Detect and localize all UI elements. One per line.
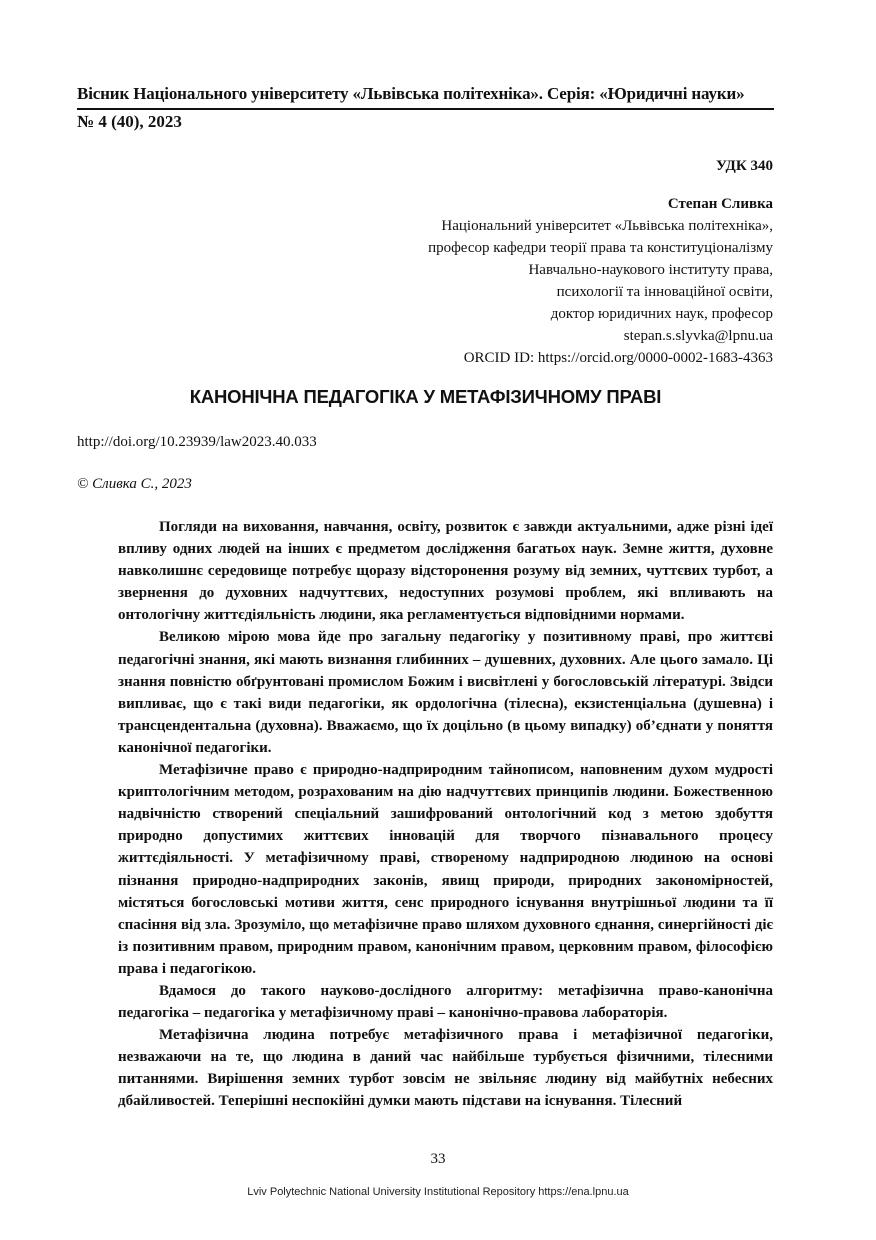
- author-email[interactable]: stepan.s.slyvka@lpnu.ua: [623, 328, 773, 344]
- author-affiliation-line: професор кафедри теорії права та конституціоналізму: [428, 240, 773, 256]
- page-number: 33: [430, 1151, 446, 1167]
- udk-code: УДК 340: [716, 158, 773, 174]
- abstract-paragraph: Вдамося до такого науково-дослідного алгоритму: метафізична право-канонічна педагогіка – педагогіка у метафізичному праві – канонічно-правова лабораторія.: [118, 982, 773, 1022]
- abstract-paragraph: Метафізична людина потребує метафізичного права і метафізичної педагогіки, незважаючи на те, що людина в даний час найбільше турбується фізичними, тілесними питаннями. Вирішення земних турбот зовсім не звільняє людину від майбутніх небесних дбайливостей. Теперішні неспокійні думки мають підстави на існування. Тілесний: [118, 1027, 773, 1110]
- abstract-paragraph: Метафізичне право є природно-надприродним тайнописом, наповненим духом мудрості криптологічним методом, розрахованим на дію надчуттєвих принципів людини. Божественною надвічністю створений спеціальний зашифрований онтологічний код з метою здобуття природно допустимих життєвих інновацій для творчого пізнавального процесу життєдіяльності. У метафізичному праві, створеному надприродною людиною на основі пізнання природно-надприродних законів, явищ природи, природних закономірностей, містяться богословські мотиви життя, сенс природного існування внутрішньої людини та її спасіння від зла. Зрозуміло, що метафізичне право шляхом духовного єднання, синергійності діє із позитивним правом, природним правом, канонічним правом, церковним правом, філософією права і педагогікою.: [118, 762, 773, 977]
- article-title: КАНОНІЧНА ПЕДАГОГІКА У МЕТАФІЗИЧНОМУ ПРАВІ: [189, 386, 662, 407]
- repository-footer: Lviv Polytechnic National University Institutional Repository https://ena.lpnu.ua: [247, 1186, 629, 1198]
- author-affiliation-line: психології та інноваційної освіти,: [556, 284, 773, 300]
- author-orcid[interactable]: ORCID ID: https://orcid.org/0000-0002-1683-4363: [463, 350, 773, 366]
- author-name: Степан Сливка: [667, 196, 773, 212]
- author-affiliation-line: Національний університет «Львівська політехніка»,: [441, 218, 773, 234]
- author-affiliation-line: Навчально-наукового інституту права,: [528, 262, 773, 278]
- abstract-paragraph: Погляди на виховання, навчання, освіту, розвиток є завжди актуальними, адже різні ідеї впливу одних людей на інших є предметом дослідження багатьох наук. Земне життя, духовне навколишнє середовище потребує щоразу відсторонення розуму від земних, чуттєвих турбот, а звернення до духовних надчуттєвих, недоступних розумові проблем, які впливають на онтологічну життєдіяльність людини, яка регламентується відповідними нормами.: [118, 519, 773, 624]
- author-degree: доктор юридичних наук, професор: [550, 306, 773, 322]
- issue-number: № 4 (40), 2023: [77, 112, 182, 131]
- copyright-line: © Сливка С., 2023: [77, 476, 192, 492]
- doi-link[interactable]: http://doi.org/10.23939/law2023.40.033: [77, 434, 317, 450]
- journal-header: Вісник Національного університету «Львівська політехніка». Серія: «Юридичні науки»: [77, 84, 745, 103]
- header-rule: [77, 108, 774, 110]
- abstract-paragraph: Великою мірою мова йде про загальну педагогіку у позитивному праві, про життєві педагогічні знання, які мають визнання глибинних – душевних, духовних. Але цього замало. Ці знання повністю обґрунтовані промислом Божим і висвітлені у богословській літературі. Звідси випливає, що є такі види педагогіки, як ордологічна (тілесна), екзистенціальна (душевна) і трансцендентальна (духовна). Вважаємо, що їх доцільно (в цьому випадку) об’єднати у поняття канонічної педагогіки.: [118, 629, 773, 756]
- abstract: [118, 516, 773, 1113]
- author-block: [428, 193, 773, 369]
